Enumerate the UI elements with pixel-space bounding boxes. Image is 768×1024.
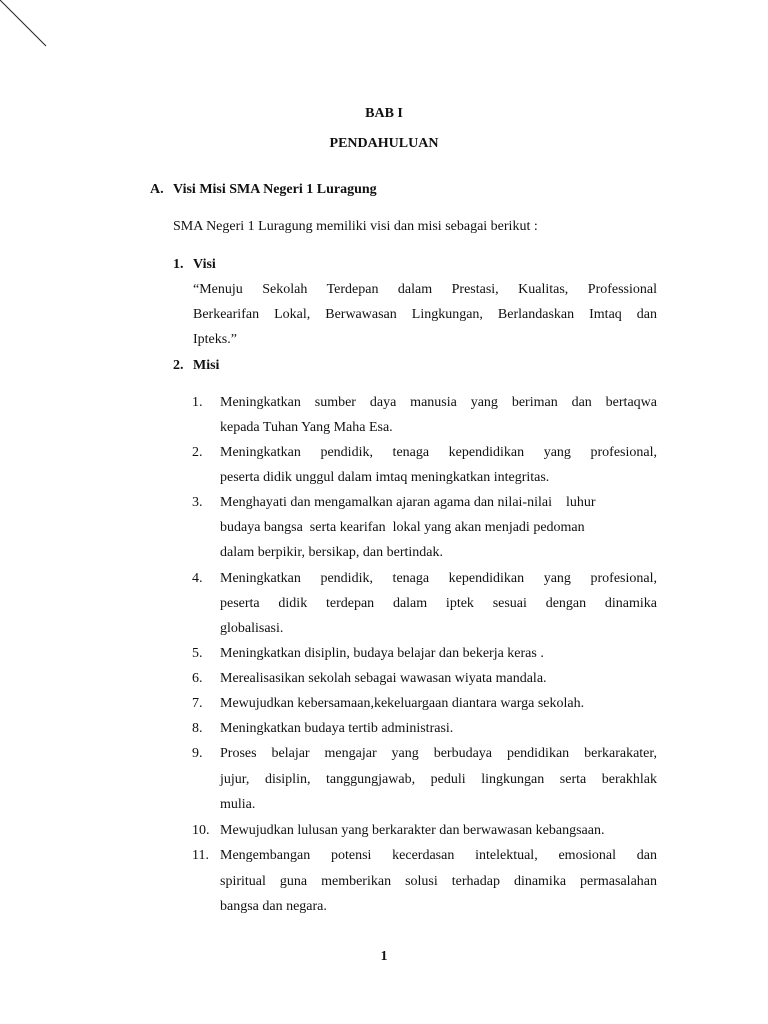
visi-heading: Visi (193, 257, 216, 272)
misi-item-line: Mengembangan potensi kecerdasan intelektual, emosional dan (220, 848, 657, 863)
corner-fold-line (0, 0, 60, 60)
section-a-marker: A. (150, 182, 164, 197)
misi-item-number: 1. (192, 395, 203, 410)
misi-item-line: budaya bangsa serta kearifan lokal yang akan menjadi pedoman (220, 520, 585, 535)
misi-item-line: Meningkatkan sumber daya manusia yang beriman dan bertaqwa (220, 395, 657, 410)
misi-item-number: 3. (192, 495, 203, 510)
visi-line: Ipteks.” (193, 332, 237, 347)
chapter-title: PENDAHULUAN (329, 136, 439, 151)
misi-marker: 2. (173, 358, 184, 373)
misi-item-number: 7. (192, 696, 203, 711)
chapter-label: BAB I (365, 106, 403, 121)
misi-item-line: Merealisasikan sekolah sebagai wawasan wiyata mandala. (220, 671, 547, 686)
misi-item-line: spiritual guna memberikan solusi terhadap dinamika permasalahan (220, 874, 657, 889)
misi-item-line: Mewujudkan lulusan yang berkarakter dan berwawasan kebangsaan. (220, 823, 605, 838)
visi-marker: 1. (173, 257, 184, 272)
section-a-heading: Visi Misi SMA Negeri 1 Luragung (173, 182, 377, 197)
misi-item-number: 10. (192, 823, 210, 838)
misi-item-line: Menghayati dan mengamalkan ajaran agama dan nilai-nilai luhur (220, 495, 596, 510)
misi-item-line: bangsa dan negara. (220, 899, 327, 914)
misi-item-line: jujur, disiplin, tanggungjawab, peduli lingkungan serta berakhlak (220, 772, 657, 787)
misi-item-line: peserta didik terdepan dalam iptek sesuai dengan dinamika (220, 596, 657, 611)
misi-item-number: 4. (192, 571, 203, 586)
section-a-intro: SMA Negeri 1 Luragung memiliki visi dan misi sebagai berikut : (173, 219, 538, 234)
misi-heading: Misi (193, 358, 220, 373)
misi-item-number: 11. (192, 848, 209, 863)
misi-item-line: Proses belajar mengajar yang berbudaya pendidikan berkarakater, (220, 746, 657, 761)
misi-item-line: Mewujudkan kebersamaan,kekeluargaan diantara warga sekolah. (220, 696, 585, 711)
misi-item-number: 6. (192, 671, 203, 686)
misi-item-line: Meningkatkan pendidik, tenaga kependidikan yang profesional, (220, 571, 657, 586)
misi-item-line: Meningkatkan disiplin, budaya belajar dan bekerja keras . (220, 646, 544, 661)
visi-line: Berkearifan Lokal, Berwawasan Lingkungan, Berlandaskan Imtaq dan (193, 307, 657, 322)
visi-line: “Menuju Sekolah Terdepan dalam Prestasi, Kualitas, Professional (193, 282, 657, 297)
misi-item-number: 8. (192, 721, 203, 736)
misi-item-number: 9. (192, 746, 203, 761)
misi-item-number: 2. (192, 445, 203, 460)
misi-item-line: Meningkatkan pendidik, tenaga kependidikan yang profesional, (220, 445, 657, 460)
misi-item-line: dalam berpikir, bersikap, dan bertindak. (220, 545, 443, 560)
misi-item-number: 5. (192, 646, 203, 661)
misi-item-line: Meningkatkan budaya tertib administrasi. (220, 721, 454, 736)
page-number: 1 (380, 949, 388, 964)
misi-item-line: kepada Tuhan Yang Maha Esa. (220, 420, 393, 435)
misi-item-line: mulia. (220, 797, 256, 812)
misi-item-line: peserta didik unggul dalam imtaq meningkatkan integritas. (220, 470, 550, 485)
misi-item-line: globalisasi. (220, 621, 284, 636)
